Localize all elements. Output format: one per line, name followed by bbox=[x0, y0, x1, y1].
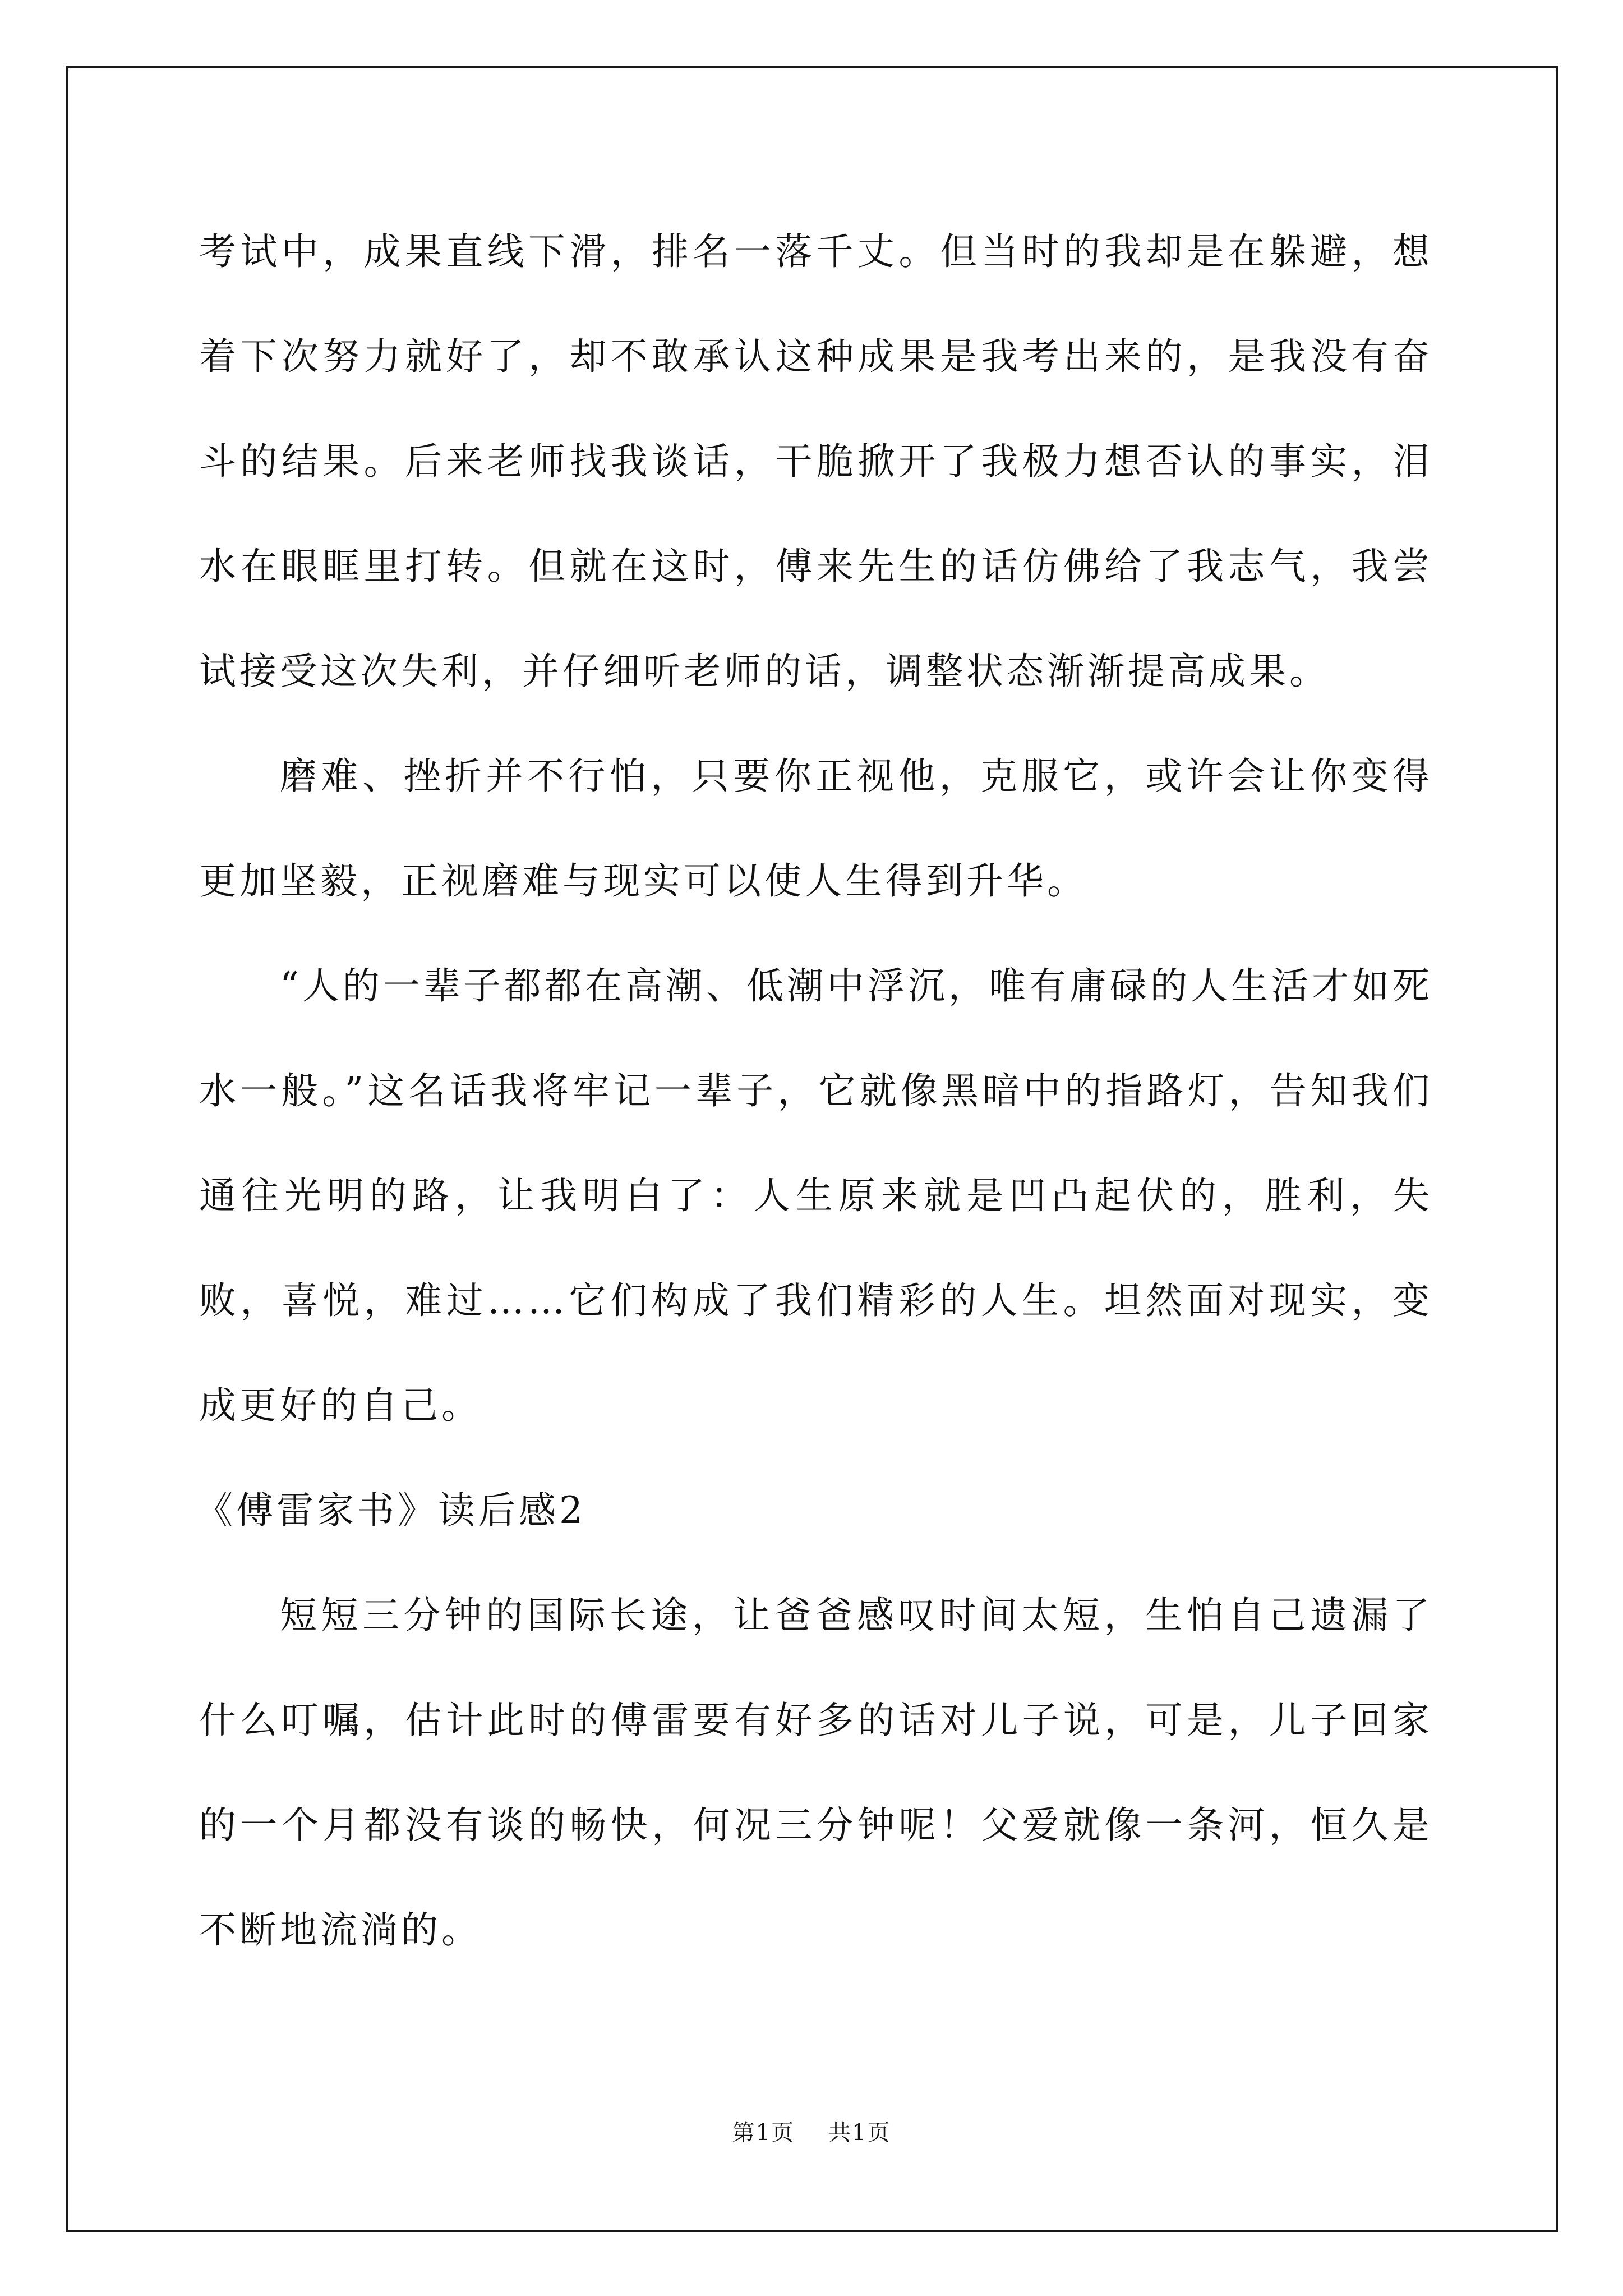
document-body bbox=[196, 199, 1433, 1982]
paragraph-1: 考试中，成果直线下滑，排名一落千丈。但当时的我却是在躲避，想着下次努力就好了，却不敢承认这种成果是我考出来的，是我没有奋斗的结果。后来老师找我谈话，干脆掀开了我极力想否认的事实，泪水在眼眶里打转。但就在这时，傅来先生的话仿佛给了我志气，我尝试接受这次失利，并仔细听老师的话，调整状态渐渐提高成果。 bbox=[199, 230, 1433, 693]
section-paragraph-1: 短短三分钟的国际长途，让爸爸感叹时间太短，生怕自己遗漏了什么叮嘱，估计此时的傅雷要有好多的话对儿子说，可是，儿子回家的一个月都没有谈的畅快，何况三分钟呢！父爱就像一条河，恒久是不断地流淌的。 bbox=[199, 1594, 1433, 1952]
page-number-total: 共1页 bbox=[828, 2120, 891, 2146]
section-title: 《傅雷家书》读后感2 bbox=[196, 1489, 586, 1532]
page-number-current: 第1页 bbox=[732, 2120, 795, 2146]
paragraph-3-quote: “人的一辈子都都在高潮、低潮中浮沉，唯有庸碌的人生活才如死水一般。”这名话我将牢记一辈子，它就像黑暗中的指路灯，告知我们通往光明的路，让我明白了：人生原来就是凹凸起伏的，胜利，失败，喜悦，难过……它们构成了我们精彩的人生。坦然面对现实，变成更好的自己。 bbox=[199, 964, 1433, 1427]
paragraph-2: 磨难、挫折并不行怕，只要你正视他，克服它，或许会让你变得更加坚毅，正视磨难与现实可以使人生得到升华。 bbox=[199, 754, 1433, 903]
page-footer bbox=[0, 2115, 1623, 2147]
